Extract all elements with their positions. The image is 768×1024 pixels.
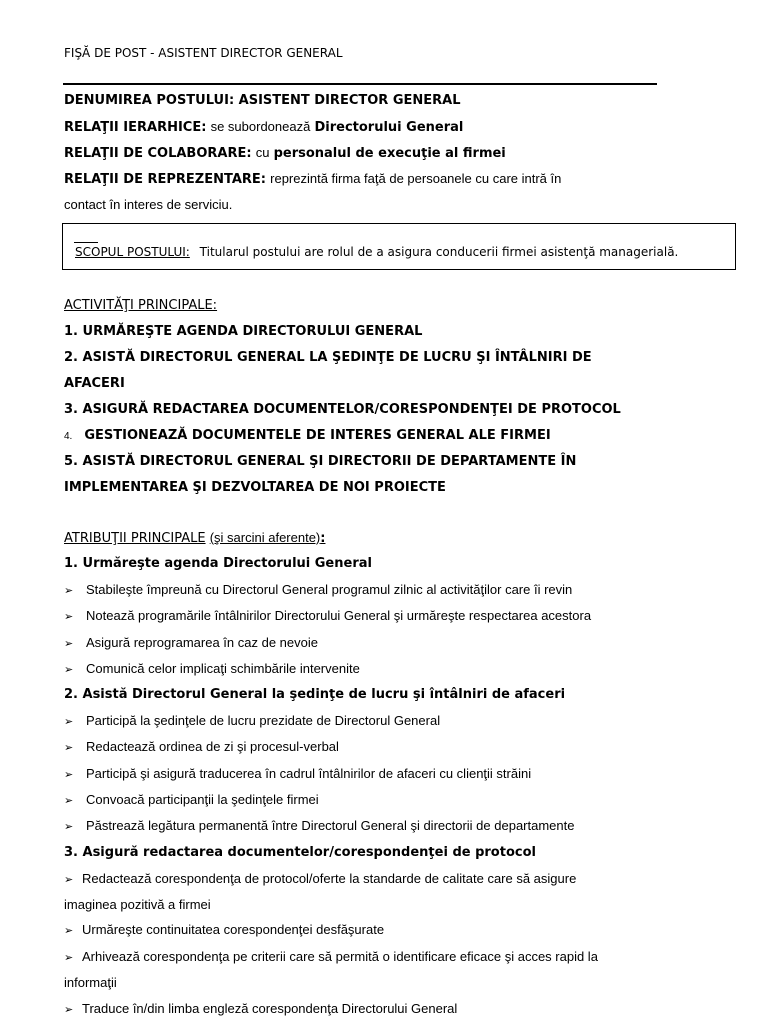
arrow-bullet-icon: ➢: [64, 716, 74, 728]
list-item: ➢ Urmăreşte continuitatea corespondenţei desfăşurate: [64, 922, 385, 937]
attributions-heading-paren: (şi sarcini aferente): [209, 530, 321, 545]
scope-text: Titularul postului are rolul de a asigura conducerii firmei asistenţă managerială.: [199, 245, 679, 259]
activity-5-cont: IMPLEMENTAREA ŞI DEZVOLTAREA DE NOI PROIECTE: [64, 480, 446, 495]
list-item: ➢ Participă şi asigură traducerea în cadrul întâlnirilor de afaceri cu clienţii străini: [64, 766, 532, 781]
activity-1: 1. URMĂREŞTE AGENDA DIRECTORULUI GENERAL: [64, 324, 423, 339]
list-item-continuation: informaţii: [64, 975, 117, 990]
collaboration-label: RELAŢII DE COLABORARE:: [64, 146, 252, 161]
representation-line: [64, 171, 561, 187]
list-item: ➢ Redactează ordinea de zi şi procesul-verbal: [64, 739, 339, 754]
representation-label: RELAŢII DE REPREZENTARE:: [64, 172, 266, 187]
hierarchy-label: RELAŢII IERARHICE:: [64, 120, 207, 135]
arrow-bullet-icon: ➢: [64, 874, 74, 886]
hierarchy-bold: Directorului General: [314, 120, 464, 135]
section-3-title: 3. Asigură redactarea documentelor/corespondenţei de protocol: [64, 845, 536, 860]
arrow-bullet-icon: ➢: [64, 795, 74, 807]
attributions-heading-text: ATRIBUŢII PRINCIPALE: [64, 531, 206, 546]
arrow-bullet-icon: ➢: [64, 611, 74, 623]
hierarchy-line: [64, 119, 463, 135]
representation-continuation: contact în interes de serviciu.: [64, 197, 233, 212]
activity-4-text: GESTIONEAZĂ DOCUMENTELE DE INTERES GENERAL ALE FIRMEI: [84, 428, 551, 443]
list-item: ➢ Traduce în/din limba engleză corespondenţa Directorului General: [64, 1001, 458, 1016]
activity-3: 3. ASIGURĂ REDACTAREA DOCUMENTELOR/CORESPONDENŢEI DE PROTOCOL: [64, 402, 621, 417]
collaboration-line: [64, 145, 506, 161]
scope-mark: [74, 242, 98, 243]
activity-4-number: 4.: [64, 431, 73, 442]
page-title: FIŞĂ DE POST - ASISTENT DIRECTOR GENERAL: [64, 46, 343, 60]
activities-heading: ACTIVITĂŢI PRINCIPALE:: [64, 298, 218, 313]
list-item: ➢ Participă la şedinţele de lucru prezidate de Directorul General: [64, 713, 441, 728]
section-1-title: 1. Urmăreşte agenda Directorului General: [64, 556, 372, 571]
representation-text: reprezintă firma faţă de persoanele cu care intră în: [270, 171, 562, 186]
job-title-line: DENUMIREA POSTULUI: ASISTENT DIRECTOR GENERAL: [64, 93, 461, 108]
arrow-bullet-icon: ➢: [64, 925, 74, 937]
list-item: ➢ Asigură reprogramarea în caz de nevoie: [64, 635, 318, 650]
arrow-bullet-icon: ➢: [64, 664, 74, 676]
attributions-heading: [64, 530, 325, 546]
arrow-bullet-icon: ➢: [64, 638, 74, 650]
activity-4: [64, 428, 551, 443]
arrow-bullet-icon: ➢: [64, 1004, 74, 1016]
title-divider: [63, 83, 657, 85]
list-item: ➢ Păstrează legătura permanentă între Directorul General şi directorii de departamente: [64, 818, 575, 833]
list-item: ➢ Arhivează corespondenţa pe criterii care să permită o identificare eficace şi acces rapid la: [64, 949, 598, 964]
activity-2: 2. ASISTĂ DIRECTORUL GENERAL LA ŞEDINŢE DE LUCRU ŞI ÎNTÂLNIRI DE: [64, 350, 592, 365]
list-item: ➢ Stabileşte împreună cu Directorul General programul zilnic al activităţilor care îi revin: [64, 582, 573, 597]
list-item: ➢ Comunică celor implicaţi schimbările intervenite: [64, 661, 360, 676]
arrow-bullet-icon: ➢: [64, 769, 74, 781]
attributions-heading-colon: :: [320, 531, 326, 546]
list-item: ➢ Notează programările întâlnirilor Directorului General şi urmăreşte respectarea acestora: [64, 608, 592, 623]
scope-label: SCOPUL POSTULUI:: [75, 245, 190, 259]
arrow-bullet-icon: ➢: [64, 585, 74, 597]
list-item: ➢ Convoacă participanţii la şedinţele firmei: [64, 792, 319, 807]
collaboration-bold: personalul de execuţie al firmei: [273, 146, 506, 161]
hierarchy-text: se subordonează: [210, 119, 311, 134]
arrow-bullet-icon: ➢: [64, 952, 74, 964]
section-2-title: 2. Asistă Directorul General la şedinţe de lucru şi întâlniri de afaceri: [64, 687, 566, 702]
scope-line: [75, 245, 678, 259]
activity-5: 5. ASISTĂ DIRECTORUL GENERAL ŞI DIRECTORII DE DEPARTAMENTE ÎN: [64, 454, 577, 469]
activity-2-cont: AFACERI: [64, 376, 125, 391]
list-item: ➢ Redactează corespondenţa de protocol/oferte la standarde de calitate care să asigure: [64, 871, 577, 886]
arrow-bullet-icon: ➢: [64, 742, 74, 754]
collaboration-text: cu: [255, 145, 270, 160]
arrow-bullet-icon: ➢: [64, 821, 74, 833]
list-item-continuation: imaginea pozitivă a firmei: [64, 897, 211, 912]
